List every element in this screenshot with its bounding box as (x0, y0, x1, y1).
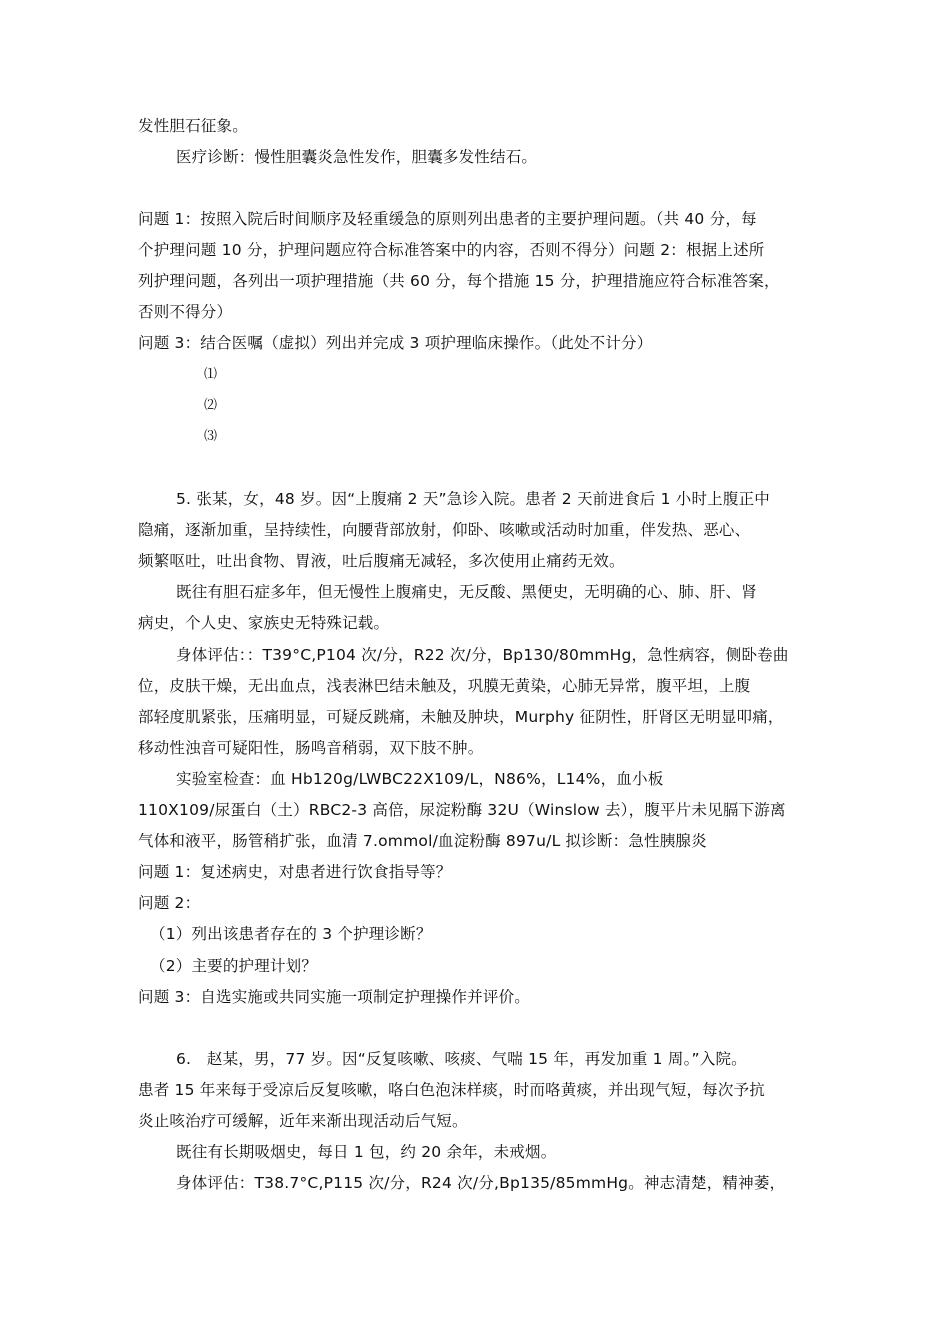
text-line: 炎止咳治疗可缓解，近年来渐出现活动后气短。 (138, 1112, 468, 1130)
text-line: 个护理问题 10 分，护理问题应符合标准答案中的内容，否则不得分）问题 2：根据上述所 (138, 241, 765, 259)
text-line: 既往有胆石症多年，但无慢性上腹痛史，无反酸、黑便史，无明确的心、肺、肝、肾 (176, 583, 757, 601)
text-line: 位，皮肤干燥，无出血点，浅表淋巴结未触及，巩膜无黄染，心肺无异常，腹平坦，上腹 (138, 677, 751, 695)
text-line: 频繁呕吐，吐出食物、胃液，吐后腹痛无减轻，多次使用止痛药无效。 (138, 552, 625, 570)
text-line: 实验室检查：血 Hb120g/LWBC22X109/L，N86%，L14%，血小板 (176, 770, 664, 788)
text-line: 医疗诊断：慢性胆囊炎急性发作，胆囊多发性结石。 (176, 148, 538, 166)
list-item: ⑴ (204, 367, 218, 382)
text-line: 110X109/尿蛋白（土）RBC2-3 高倍，尿淀粉酶 32U（Winslow 去），腹平片未见膈下游离 (138, 801, 786, 819)
text-line: 患者 15 年来每于受凉后反复咳嗽，咯白色泡沫样痰，时而咯黄痰，并出现气短，每次予抗 (138, 1081, 765, 1099)
case-5-heading: 5. 张某，女，48 岁。因“上腹痛 2 天”急诊入院。患者 2 天前进食后 1 小时上腹正中 (176, 490, 770, 508)
list-item: ⑵ (204, 398, 218, 413)
text-line: 发性胆石征象。 (138, 117, 248, 135)
text-line: 身体评估：T38.7°C,P115 次/分，R24 次/分,Bp135/85mmHg。神志清楚，精神萎， (176, 1174, 786, 1192)
question-3: 问题 3：结合医嘱（虚拟）列出并完成 3 项护理临床操作。（此处不计分） (138, 334, 653, 352)
text-line: 隐痛，逐渐加重，呈持续性，向腰背部放射，仰卧、咳嗽或活动时加重，伴发热、恶心、 (138, 521, 751, 539)
question-1: 问题 1：复述病史，对患者进行饮食指导等？ (138, 863, 452, 881)
text-line: 部轻度肌紧张，压痛明显，可疑反跳痛，未触及肿块，Murphy 征阴性，肝肾区无明显叩痛， (138, 708, 784, 726)
text-line: 否则不得分） (138, 303, 233, 321)
text-line: 身体评估：：T39°C,P104 次/分，R22 次/分，Bp130/80mmHg，急性病容，侧卧卷曲 (176, 646, 789, 664)
text-line: 列护理问题，各列出一项护理措施（共 60 分，每个措施 15 分，护理措施应符合标准答案， (138, 272, 780, 290)
text-line: 病史，个人史、家族史无特殊记载。 (138, 614, 390, 632)
list-item: ⑶ (204, 429, 218, 444)
text-line: 移动性浊音可疑阳性，肠鸣音稍弱，双下肢不肿。 (138, 739, 484, 757)
sub-item: （1）列出该患者存在的 3 个护理诊断？ (150, 925, 432, 943)
question-1: 问题 1：按照入院后时间顺序及轻重缓急的原则列出患者的主要护理问题。（共 40 分，每 (138, 210, 757, 228)
sub-item: （2）主要的护理计划？ (150, 957, 318, 975)
question-3: 问题 3：自选实施或共同实施一项制定护理操作并评价。 (138, 988, 530, 1006)
text-line: 气体和液平，肠管稍扩张，血清 7.ommol/血淀粉酶 897u/L 拟诊断：急性胰腺炎 (138, 832, 707, 850)
case-6-heading: 6. 赵某，男，77 岁。因“反复咳嗽、咳痰、气喘 15 年，再发加重 1 周。”入院。 (176, 1050, 747, 1068)
text-line: 既往有长期吸烟史，每日 1 包，约 20 余年，未戒烟。 (176, 1143, 557, 1161)
question-2: 问题 2： (138, 894, 201, 912)
